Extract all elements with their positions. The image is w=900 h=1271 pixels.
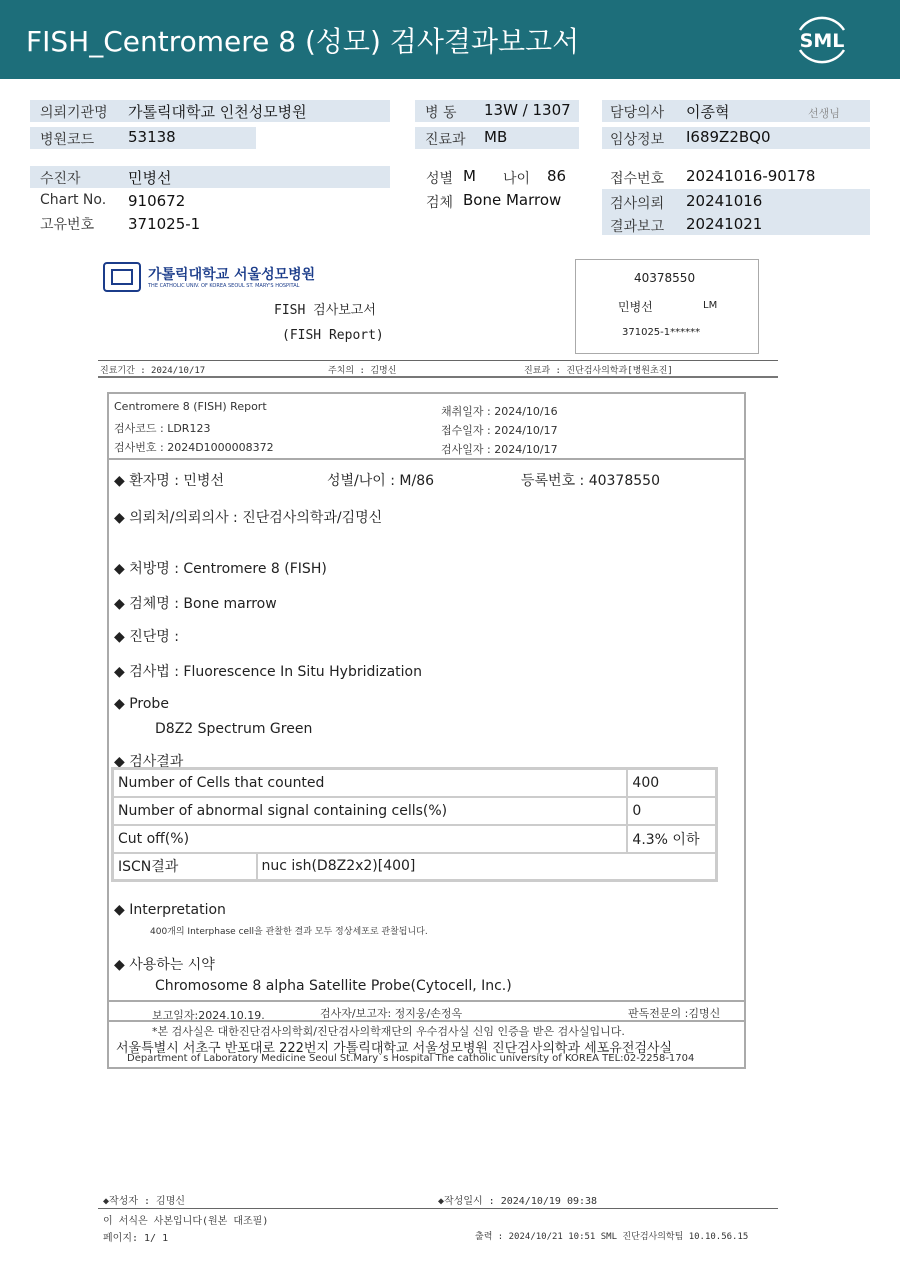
address-text: 서울특별시 서초구 반포대로 222번지 가톨릭대학교 서울성모병원 진단검사의학과 세포유전검사실 (116, 1041, 673, 1056)
patient-row-bg (30, 166, 390, 188)
reagent-header: ◆ 사용하는 시약 (114, 957, 215, 973)
dept-label: 진료과 (425, 132, 466, 148)
chart-label: Chart No. (40, 192, 107, 208)
receipt-label: 접수번호 (610, 171, 665, 187)
sex-label: 성별 (426, 171, 454, 187)
reg-line: 등록번호 : 40378550 (521, 473, 660, 489)
stamp-id: 40378550 (634, 271, 696, 285)
patient-label: 수진자 (40, 171, 81, 187)
table-row (113, 853, 717, 881)
page-title: FISH_Centromere 8 (성모) 검사결과보고서 (26, 25, 580, 58)
specimen-label: 검체 (426, 195, 454, 211)
hospital-logo-icon (103, 262, 141, 292)
patient-line: ◆ 환자명 : 민병선 (114, 473, 224, 489)
report-date: 보고일자:2024.10.19. (152, 1009, 265, 1022)
clinical-label: 임상정보 (610, 132, 665, 148)
report-title: FISH 검사보고서 (274, 303, 376, 318)
result-label: 결과보고 (610, 219, 665, 235)
order-line: ◆ 처방명 : Centromere 8 (FISH) (114, 561, 327, 577)
diagnosis-line: ◆ 진단명 : (114, 629, 179, 645)
footer-written: ◆작성일시 : 2024/10/19 09:38 (438, 1196, 598, 1207)
result-table (111, 767, 718, 882)
doctor-label: 담당의사 (610, 105, 665, 121)
attending: 주치의 : 김명신 (328, 366, 397, 376)
dept-value: MB (484, 128, 508, 146)
test-no: 검사번호 : 2024D1000008372 (114, 441, 274, 454)
footer-divider (98, 1208, 778, 1209)
stamp-reg: 371025-1****** (622, 327, 701, 338)
footer-copy-note: 이 서식은 사본입니다(원본 대조필) (103, 1216, 269, 1227)
result-value-cell: 0 (627, 797, 716, 825)
receive-date: 접수일자 : 2024/10/17 (441, 424, 558, 437)
iscn-label-cell: ISCN결과 (113, 853, 257, 881)
sml-logo-icon (790, 10, 854, 70)
table-row (113, 769, 717, 797)
institution-value: 가톨릭대학교 인천성모병원 (128, 103, 307, 121)
divider-top (98, 360, 778, 361)
stamp-name: 민병선 (618, 300, 653, 314)
specimen-value: Bone Marrow (463, 191, 562, 209)
unique-value: 371025-1 (128, 215, 201, 233)
cert-divider (109, 1020, 744, 1022)
result-value-cell: 400 (627, 769, 716, 797)
address-en: Department of Laboratory Medicine Seoul St.Mary`s Hospital The catholic university of KOREA TEL:02-2258-1704 (127, 1053, 695, 1064)
result-label-cell: Number of Cells that counted (113, 769, 628, 797)
sign-divider (109, 1000, 744, 1002)
sex-age-line: 성별/나이 : M/86 (327, 473, 435, 489)
hospital-code-value: 53138 (128, 128, 176, 146)
stamp-sex: LM (703, 300, 718, 311)
age-label: 나이 (503, 171, 531, 187)
chart-value: 910672 (128, 192, 186, 210)
testers: 검사자/보고자: 정지웅/손정옥 (320, 1007, 463, 1020)
request-value: 20241016 (686, 192, 763, 210)
method-line: ◆ 검사법 : Fluorescence In Situ Hybridization (114, 664, 422, 680)
footer-printed: 출력 : 2024/10/21 10:51 SML 진단검사의학팀 10.10.56.15 (475, 1232, 749, 1242)
reagent-value: Chromosome 8 alpha Satellite Probe(Cytocell, Inc.) (155, 978, 512, 994)
test-code: 검사코드 : LDR123 (114, 422, 211, 435)
collect-date: 채취일자 : 2024/10/16 (441, 405, 558, 418)
interp-text: 400개의 Interphase cell을 관찰한 결과 모두 정상세포로 관찰됩니다. (150, 927, 428, 937)
hospital-name: 가톨릭대학교 서울성모병원 (148, 267, 316, 283)
iscn-value-cell: nuc ish(D8Z2x2)[400] (257, 853, 717, 881)
interp-header: ◆ Interpretation (114, 902, 226, 918)
ward-value: 13W / 1307 (484, 101, 571, 119)
result-header: ◆ 검사결과 (114, 754, 184, 770)
table-row (113, 797, 717, 825)
logo-text: SML (799, 30, 845, 52)
visit-dept: 진료과 : 진단검사의학과[병원초진] (524, 366, 673, 376)
institution-label: 의뢰기관명 (40, 105, 108, 121)
age-value: 86 (547, 167, 567, 185)
report-name: Centromere 8 (FISH) Report (114, 400, 267, 413)
table-row (113, 825, 717, 853)
hospital-code-label: 병원코드 (40, 132, 95, 148)
receipt-value: 20241016-90178 (686, 167, 816, 185)
page-header (0, 0, 900, 79)
unique-label: 고유번호 (40, 217, 95, 233)
visit-date: 진료기간 : 2024/10/17 (100, 366, 206, 376)
probe-header: ◆ Probe (114, 696, 169, 712)
doctor-value: 이종혁 (686, 103, 730, 121)
result-value: 20241021 (686, 215, 763, 233)
footer-page: 페이지: 1/ 1 (103, 1233, 169, 1244)
ward-label: 병 동 (425, 105, 457, 121)
clinical-value: I689Z2BQ0 (686, 128, 771, 146)
report-title-en: (FISH Report) (282, 328, 384, 343)
request-label: 검사의뢰 (610, 196, 665, 212)
probe-value: D8Z2 Spectrum Green (155, 721, 313, 737)
report-head-divider (109, 458, 744, 460)
cert-text: *본 검사실은 대한진단검사의학회/진단검사의학재단의 우수검사실 신임 인증을 받은 검사실입니다. (152, 1025, 625, 1038)
hospital-name-en: THE CATHOLIC UNIV. OF KOREA SEOUL ST. MARY'S HOSPITAL (148, 283, 300, 289)
footer-author: ◆작성자 : 김명신 (103, 1196, 186, 1207)
result-label-cell: Number of abnormal signal containing cells(%) (113, 797, 628, 825)
sex-value: M (463, 167, 476, 185)
patient-value: 민병선 (128, 169, 172, 187)
divider-bottom (98, 376, 778, 378)
result-label-cell: Cut off(%) (113, 825, 628, 853)
reader: 판독전문의 :김명신 (628, 1007, 721, 1020)
result-value-cell: 4.3% 이하 (627, 825, 716, 853)
specimen-line: ◆ 검체명 : Bone marrow (114, 596, 277, 612)
doctor-suffix: 선생님 (808, 107, 840, 120)
request-line: ◆ 의뢰처/의뢰의사 : 진단검사의학과/김명신 (114, 510, 383, 526)
test-date: 검사일자 : 2024/10/17 (441, 443, 558, 456)
